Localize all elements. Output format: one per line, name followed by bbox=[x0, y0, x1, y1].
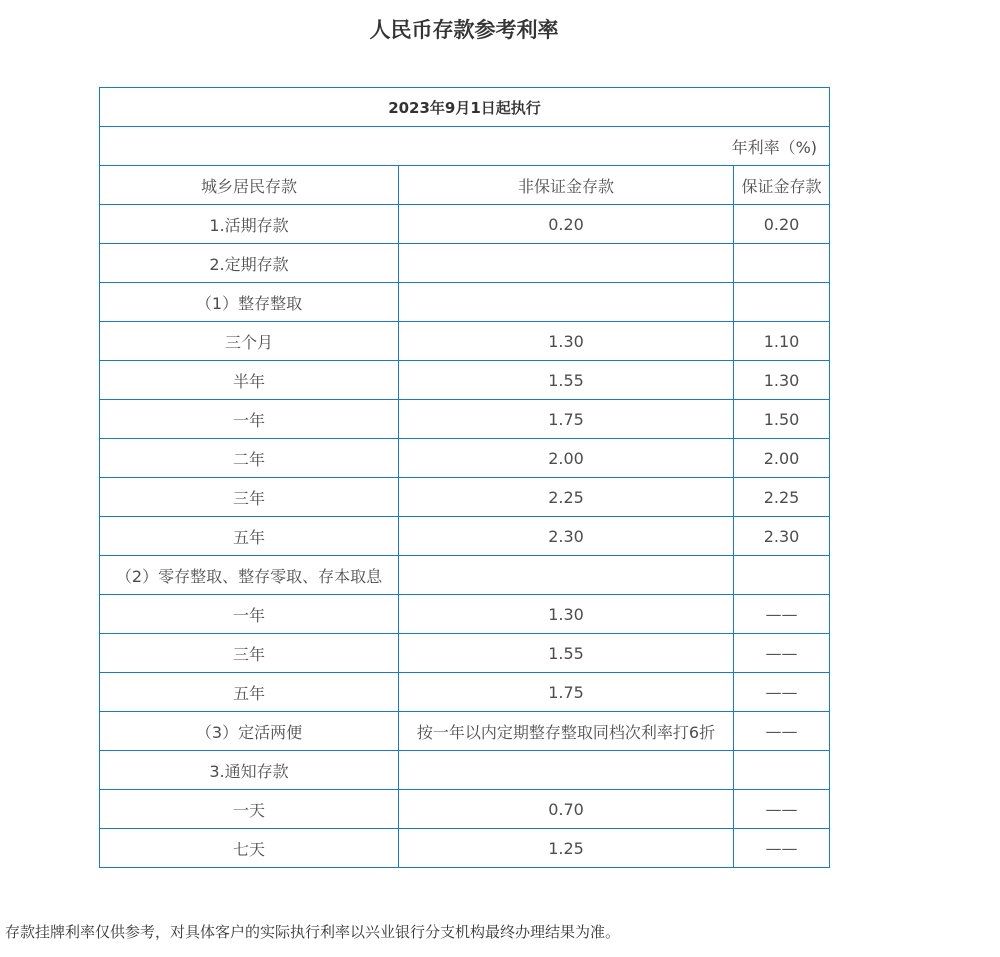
non-margin-rate: 0.70 bbox=[399, 790, 734, 829]
margin-rate: 1.50 bbox=[734, 400, 830, 439]
non-margin-rate: 1.30 bbox=[399, 322, 734, 361]
margin-rate bbox=[734, 244, 830, 283]
table-row bbox=[100, 556, 830, 595]
margin-rate: 2.25 bbox=[734, 478, 830, 517]
non-margin-rate bbox=[399, 244, 734, 283]
non-margin-rate: 1.55 bbox=[399, 361, 734, 400]
table-row bbox=[100, 322, 830, 361]
row-label: 三个月 bbox=[100, 322, 399, 361]
margin-rate: —— bbox=[734, 829, 830, 868]
row-label: （3）定活两便 bbox=[100, 712, 399, 751]
table-row bbox=[100, 712, 830, 751]
margin-rate: —— bbox=[734, 712, 830, 751]
table-row bbox=[100, 439, 830, 478]
column-header-non-margin: 非保证金存款 bbox=[399, 166, 734, 205]
margin-rate: —— bbox=[734, 595, 830, 634]
header-row bbox=[100, 166, 830, 205]
non-margin-rate: 1.75 bbox=[399, 673, 734, 712]
non-margin-rate bbox=[399, 283, 734, 322]
non-margin-rate: 1.25 bbox=[399, 829, 734, 868]
table-row bbox=[100, 517, 830, 556]
margin-rate bbox=[734, 556, 830, 595]
table-row bbox=[100, 478, 830, 517]
deposit-rate-table bbox=[99, 87, 830, 868]
margin-rate: —— bbox=[734, 790, 830, 829]
margin-rate: —— bbox=[734, 634, 830, 673]
unit-row bbox=[100, 127, 830, 166]
non-margin-rate: 按一年以内定期整存整取同档次利率打6折 bbox=[399, 712, 734, 751]
non-margin-rate: 1.30 bbox=[399, 595, 734, 634]
row-label: 七天 bbox=[100, 829, 399, 868]
row-label: 1.活期存款 bbox=[100, 205, 399, 244]
row-label: 3.通知存款 bbox=[100, 751, 399, 790]
column-header-category: 城乡居民存款 bbox=[100, 166, 399, 205]
table-row bbox=[100, 829, 830, 868]
row-label: 一天 bbox=[100, 790, 399, 829]
margin-rate: 1.30 bbox=[734, 361, 830, 400]
row-label: 五年 bbox=[100, 517, 399, 556]
row-label: 半年 bbox=[100, 361, 399, 400]
table-row bbox=[100, 790, 830, 829]
disclaimer-text: 存款挂牌利率仅供参考，对具体客户的实际执行利率以兴业银行分支机构最终办理结果为准。 bbox=[5, 923, 621, 941]
table-row bbox=[100, 595, 830, 634]
non-margin-rate: 1.55 bbox=[399, 634, 734, 673]
row-label: （2）零存整取、整存零取、存本取息 bbox=[100, 556, 399, 595]
row-label: 一年 bbox=[100, 595, 399, 634]
table-row bbox=[100, 751, 830, 790]
table-row bbox=[100, 205, 830, 244]
non-margin-rate: 1.75 bbox=[399, 400, 734, 439]
page-title: 人民币存款参考利率 bbox=[369, 18, 559, 42]
margin-rate: 0.20 bbox=[734, 205, 830, 244]
margin-rate: 2.00 bbox=[734, 439, 830, 478]
non-margin-rate: 2.30 bbox=[399, 517, 734, 556]
table-row bbox=[100, 400, 830, 439]
effective-date: 2023年9月1日起执行 bbox=[100, 88, 830, 127]
non-margin-rate bbox=[399, 556, 734, 595]
margin-rate bbox=[734, 283, 830, 322]
row-label: （1）整存整取 bbox=[100, 283, 399, 322]
margin-rate: —— bbox=[734, 673, 830, 712]
margin-rate bbox=[734, 751, 830, 790]
rate-unit-label: 年利率（%) bbox=[100, 127, 830, 166]
row-label: 2.定期存款 bbox=[100, 244, 399, 283]
row-label: 一年 bbox=[100, 400, 399, 439]
row-label: 二年 bbox=[100, 439, 399, 478]
margin-rate: 2.30 bbox=[734, 517, 830, 556]
row-label: 三年 bbox=[100, 478, 399, 517]
non-margin-rate: 0.20 bbox=[399, 205, 734, 244]
non-margin-rate: 2.00 bbox=[399, 439, 734, 478]
table-row bbox=[100, 361, 830, 400]
row-label: 三年 bbox=[100, 634, 399, 673]
table-row bbox=[100, 634, 830, 673]
margin-rate: 1.10 bbox=[734, 322, 830, 361]
column-header-margin: 保证金存款 bbox=[734, 166, 830, 205]
non-margin-rate: 2.25 bbox=[399, 478, 734, 517]
table-row bbox=[100, 673, 830, 712]
table-row bbox=[100, 244, 830, 283]
non-margin-rate bbox=[399, 751, 734, 790]
effective-date-row bbox=[100, 88, 830, 127]
row-label: 五年 bbox=[100, 673, 399, 712]
table-row bbox=[100, 283, 830, 322]
